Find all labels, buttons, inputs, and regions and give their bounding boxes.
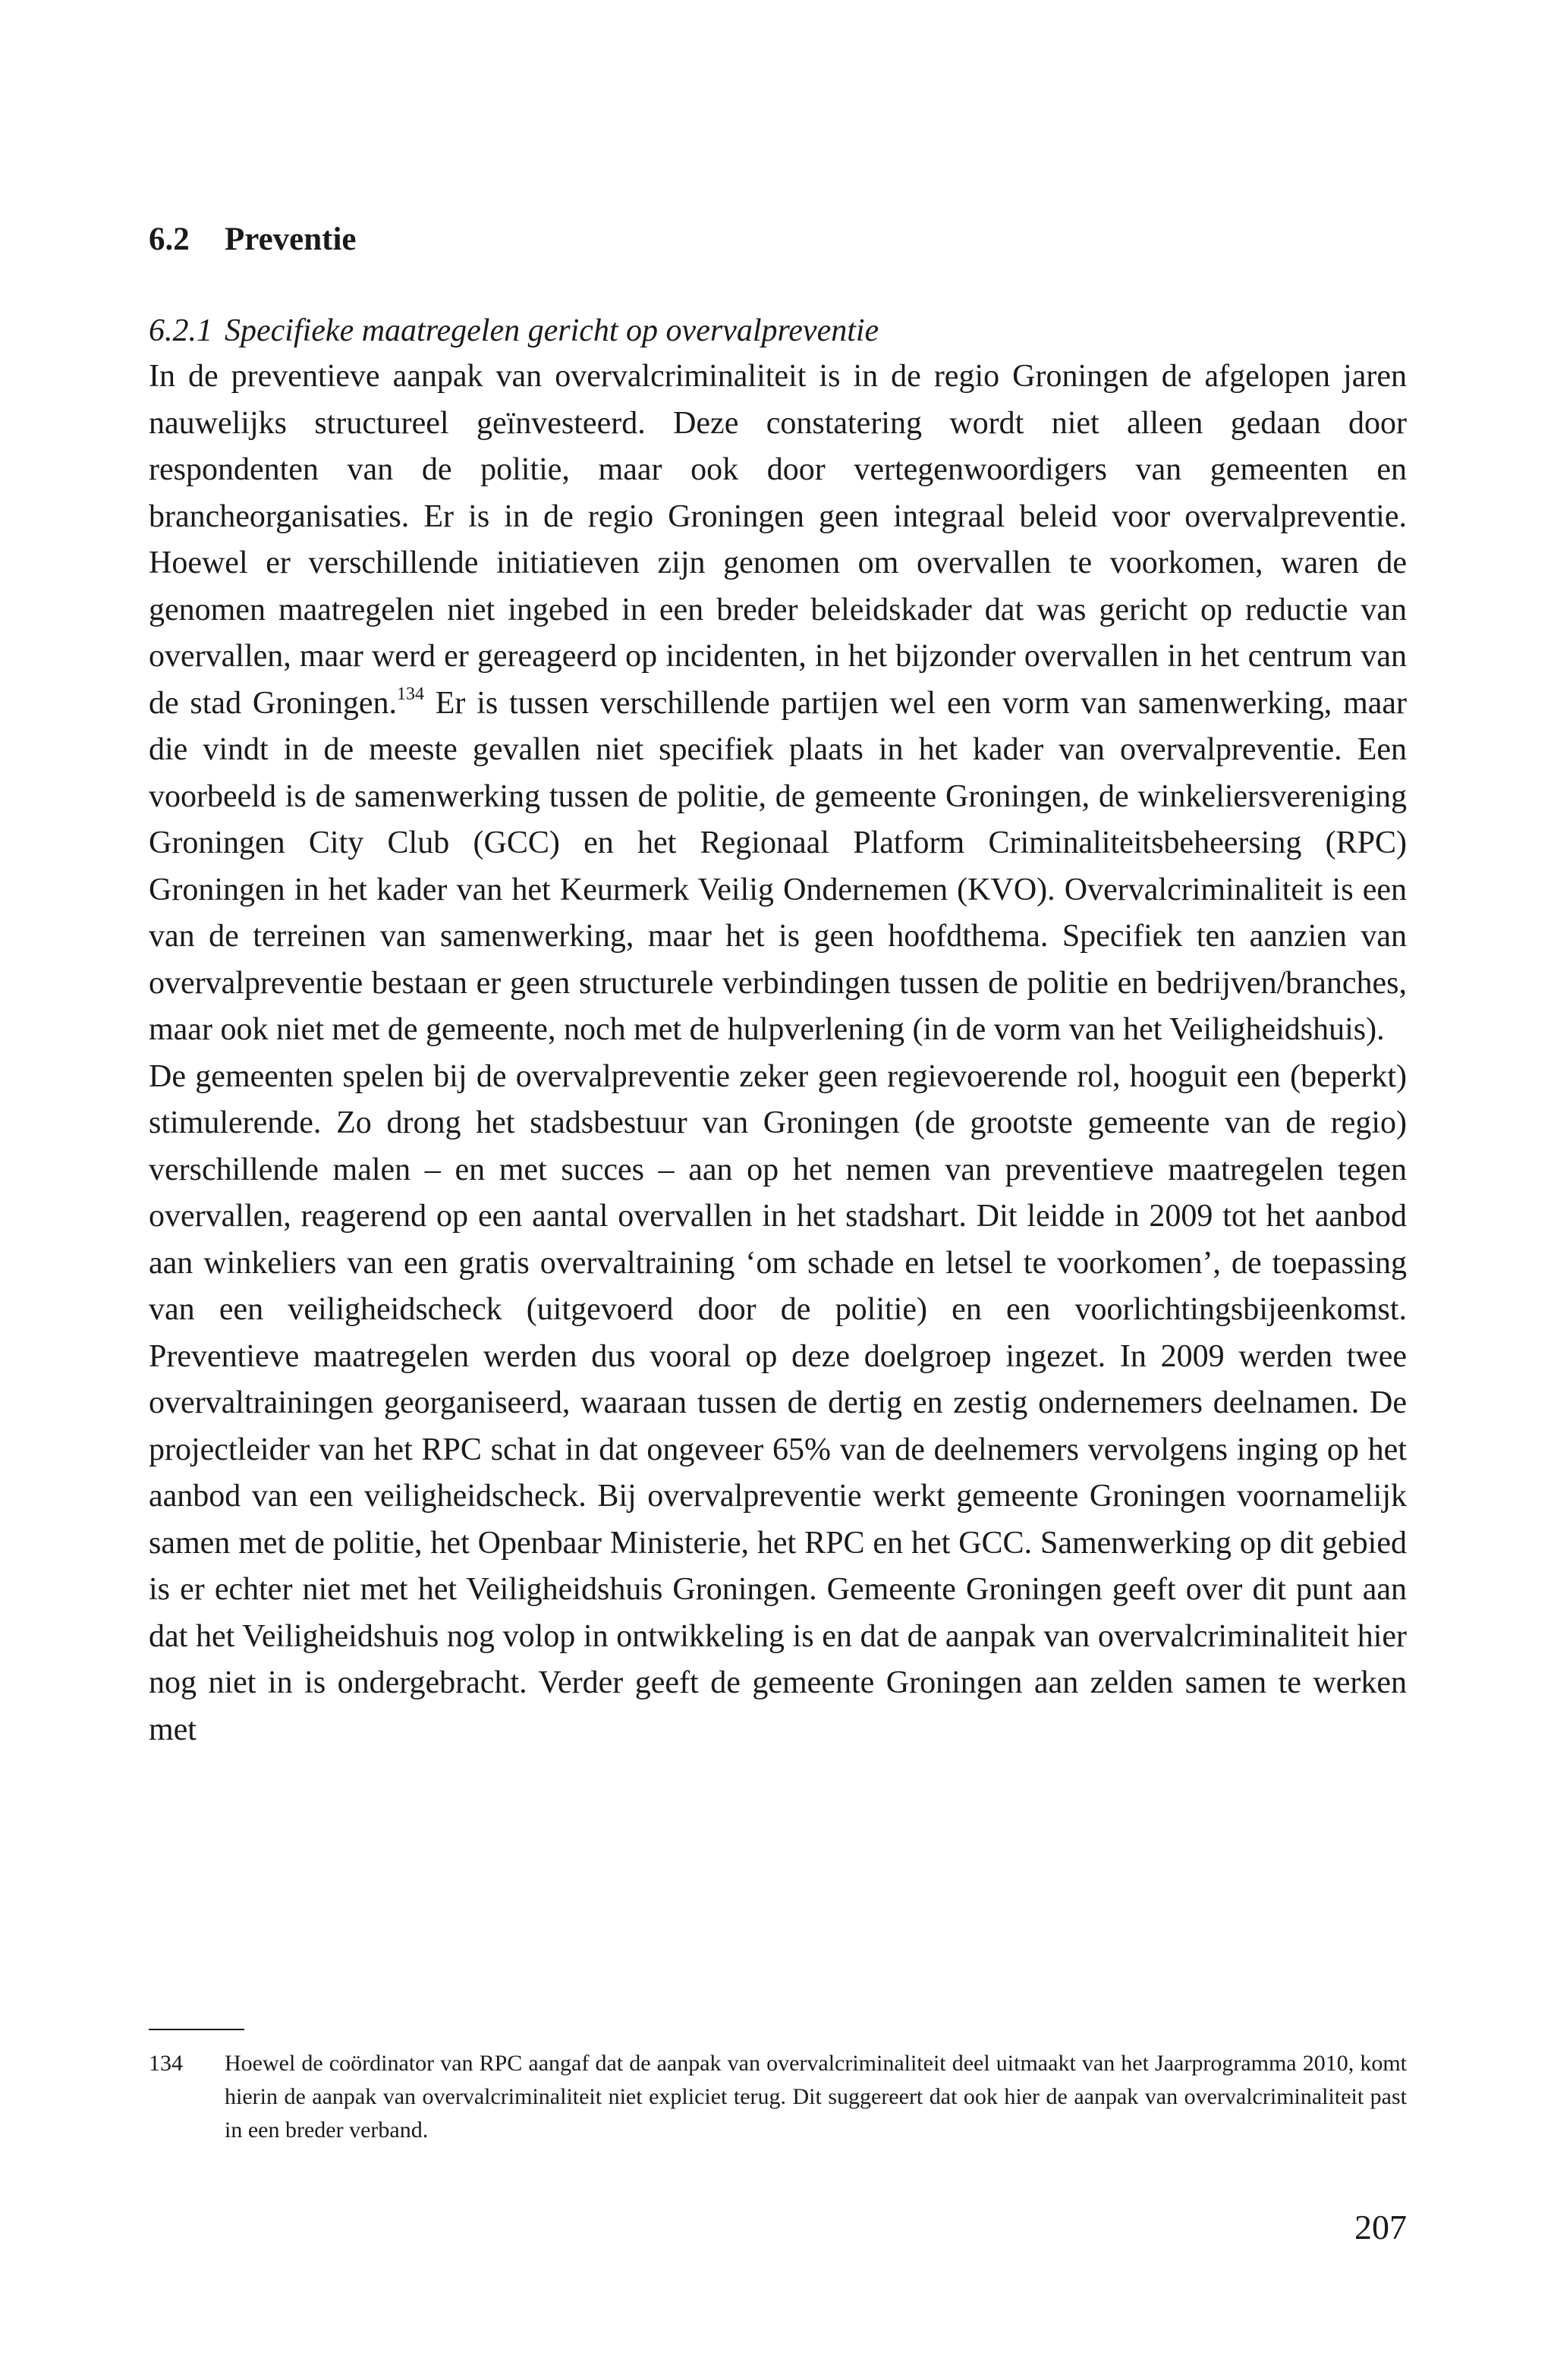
document-page [149, 0, 1407, 2380]
subsection-heading [149, 310, 879, 352]
page-number: 207 [1354, 2208, 1407, 2246]
paragraph-1-part-2: Er is tussen verschillende partijen wel een vorm van samenwerking, maar die vindt in de meeste gevallen niet specifiek plaats in het kader van overvalpreventie. Een voorbeeld is de samenwerking tussen de politie, de gemeente Groningen, de winkeliersvereniging Groningen City Club (GCC) en het Regionaal Platform Criminaliteitsbeheersing (RPC) Groningen in het kader van het Keurmerk Veilig Ondernemen (KVO). Overvalcriminaliteit is een van de terreinen van samenwerking, maar het is geen hoofdthema. Specifiek ten aanzien van overvalpreventie bestaan er geen structurele verbindingen tussen de politie en bedrijven/branches, maar ook niet met de gemeente, noch met de hulpverlening (in de vorm van het Veiligheidshuis). [149, 685, 1408, 1047]
footnote-divider [149, 2029, 244, 2030]
paragraph-1-part-1: In de preventieve aanpak van overvalcriminaliteit is in de regio Groningen de afgelopen jaren nauwelijks structureel geïnvesteerd. Deze constatering wordt niet alleen gedaan door respondenten van de politie, maar ook door vertegenwoordigers van gemeenten en brancheorganisaties. Er is in de regio Groningen geen integraal beleid voor overvalpreventie. Hoewel er verschillende initiatieven zijn genomen om overvallen te voorkomen, waren de genomen maatregelen niet ingebed in een breder beleidskader dat was gericht op reductie van overvallen, maar werd er gereageerd op incidenten, in het bijzonder overvallen in het centrum van de stad Groningen. [149, 359, 1407, 721]
footnote-reference: 134 [397, 684, 424, 704]
footnote-number: 134 [149, 2051, 183, 2076]
section-number: 6.2 [149, 222, 190, 257]
section-title: Preventie [225, 222, 357, 257]
footnote-text: Hoewel de coördinator van RPC aangaf dat de aanpak van overvalcriminaliteit deel uitmaakt van het Jaarprogramma 2010, komt hierin de aanpak van overvalcriminaliteit niet expliciet terug. Dit suggereert dat ook hier de aanpak van overvalcriminaliteit past in een breder verband. [225, 2051, 1407, 2143]
body-text [149, 354, 1407, 1753]
footnote [149, 2047, 1407, 2147]
paragraph-1 [149, 354, 1407, 1054]
paragraph-2: De gemeenten spelen bij de overvalpreventie zeker geen regievoerende rol, hooguit een (beperkt) stimulerende. Zo drong het stadsbestuur van Groningen (de grootste gemeente van de regio) verschillende malen – en met succes – aan op het nemen van preventieve maatregelen tegen overvallen, reagerend op een aantal overvallen in het stadshart. Dit leidde in 2009 tot het aanbod aan winkeliers van een gratis overvaltraining ‘om schade en letsel te voorkomen’, de toepassing van een veiligheidscheck (uitgevoerd door de politie) en een voorlichtingsbijeenkomst. Preventieve maatregelen werden dus vooral op deze doelgroep ingezet. In 2009 werden twee overvaltrainingen georganiseerd, waaraan tussen de dertig en zestig ondernemers deelnamen. De projectleider van het RPC schat in dat ongeveer 65% van de deelnemers vervolgens inging op het aanbod van een veiligheidscheck. Bij overvalpreventie werkt gemeente Groningen voornamelijk samen met de politie, het Openbaar Ministerie, het RPC en het GCC. Samenwerking op dit gebied is er echter niet met het Veiligheidshuis Groningen. Gemeente Groningen geeft over dit punt aan dat het Veiligheidshuis nog volop in ontwikkeling is en dat de aanpak van overvalcriminaliteit hier nog niet in is ondergebracht. Verder geeft de gemeente Groningen aan zelden samen te werken met [149, 1058, 1407, 1747]
section-heading [149, 219, 357, 261]
subsection-title: Specifieke maatregelen gericht op overvalpreventie [225, 313, 879, 348]
subsection-number: 6.2.1 [149, 313, 212, 348]
